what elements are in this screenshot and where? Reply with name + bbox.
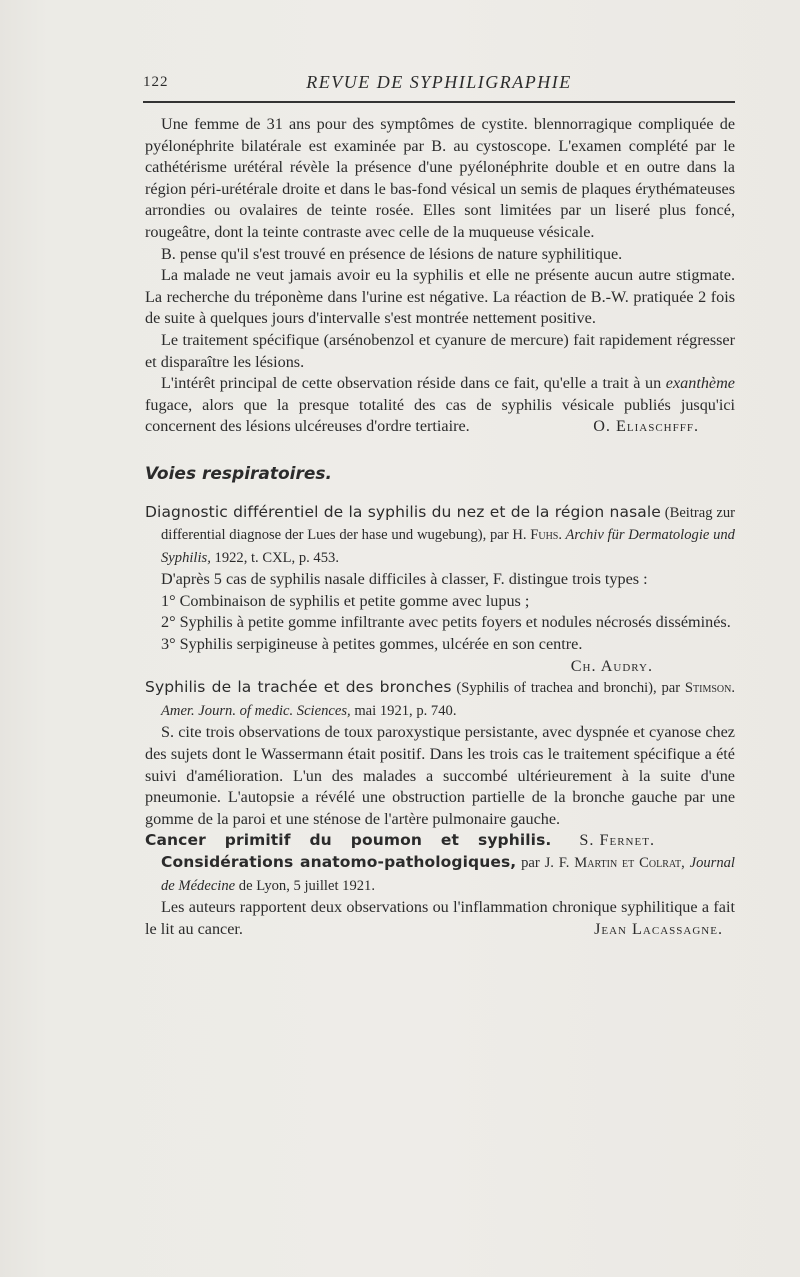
- entry-heading: [145, 502, 735, 570]
- entry-paragraph: D'après 5 cas de syphilis nasale difficiles à classer, F. distingue trois types :: [161, 570, 648, 589]
- entry-text: Les auteurs rapportent deux observations ou l'inflammation chronique syphilitique a fait le lit au cancer.: [145, 898, 735, 938]
- intro-text: fugace, alors que la presque totalité des cas de syphilis vésicale publiés jusqu'ici concernent des lésions ulcéreuses d'ordre tertiaire.: [145, 395, 735, 436]
- entry-paragraph: [145, 722, 735, 850]
- header-rule: [143, 101, 735, 103]
- signature: S. Fernet.: [579, 831, 655, 850]
- signature: Ch. Audry.: [570, 656, 653, 675]
- intro-paragraph: B. pense qu'il s'est trouvé en présence de lésions de nature syphilitique.: [161, 244, 623, 263]
- entry-journal: Archiv für Dermatologie und Syphilis,: [161, 527, 735, 566]
- entry-title: Syphilis de la trachée et des bronches: [145, 678, 452, 697]
- page-number: 122: [143, 74, 169, 90]
- entry-reference: par J. F.: [516, 855, 575, 871]
- intro-italic-term: exanthème: [665, 374, 735, 393]
- entry-author: Fuhs.: [530, 527, 563, 544]
- entry-reference: 1922, t. CXL, p. 453.: [210, 549, 339, 566]
- entry-reference: de Lyon, 5 juillet 1921.: [235, 877, 375, 894]
- signature: O. Eliaschfff.: [593, 417, 699, 436]
- entry-paragraph: [145, 897, 735, 940]
- intro-paragraph: [145, 373, 735, 438]
- intro-paragraph: Une femme de 31 ans pour des symptômes de cystite. blennorragique compliquée de pyélonéphrite bilatérale est examinée par B. au cystoscope. L'examen complété par le cathétérisme urétéral révèle la présence d'une pyélonéphrite double et en outre dans la région péri-urétérale droite et dans le bas-fond vésical un semis de plaques érythémateuses arrondies ou ovalaires de teinte rosée. Elles sont limitées par un liseré plus foncé, rougeâtre, dont la teinte contraste avec celle de la muqueuse vésicale.: [145, 115, 735, 241]
- entry-title: Diagnostic différentiel de la syphilis du nez et de la région nasale: [145, 502, 661, 521]
- signature: Jean Lacassagne.: [594, 919, 723, 938]
- entry-reference: (Syphilis of trachea and bronchi), par: [451, 680, 685, 697]
- entry-paragraph: 1° Combinaison de syphilis et petite gomme avec lupus ;: [161, 591, 530, 610]
- entry-paragraph: 2° Syphilis à petite gomme infiltrante avec petits foyers et nodules nécrosés disséminés.: [161, 613, 731, 632]
- intro-text: L'intérêt principal de cette observation réside dans ce fait, qu'elle a trait à un: [161, 374, 666, 393]
- entry-paragraph: 3° Syphilis serpigineuse à petites gommes, ulcérée en son centre.: [161, 635, 583, 654]
- entry-reference: (Beitrag zur differential diagnose der Lues der hase und wugebung), par H.: [161, 504, 736, 544]
- entry-author: Martin et Colrat,: [574, 855, 685, 871]
- entry-title: Cancer primitif du poumon et syphilis. Considérations anatomo-pathologiques,: [145, 831, 552, 871]
- page-header: [143, 70, 735, 98]
- article-body: [145, 114, 735, 940]
- running-title: REVUE DE SYPHILIGRAPHIE: [306, 72, 572, 92]
- entry-journal: Journal de Médecine: [161, 855, 735, 894]
- entry-heading: [145, 677, 735, 722]
- section-title: Voies respiratoires.: [145, 463, 332, 484]
- entry-text: S. cite trois observations de toux paroxystique persistante, avec dyspnée et cyanose chez des sujets dont le Wassermann était positif. Dans les trois cas le traitement spécifique a été suivi d'amélioration. L'un des malades a succombé ultérieurement à la suite d'une pneumonie. L'autopsie a révélé une obstruction partielle de la bronche gauche par une gomme de la paroi et une sténose de l'artère pulmonaire gauche.: [145, 723, 735, 828]
- intro-paragraph: Le traitement spécifique (arsénobenzol et cyanure de mercure) fait rapidement régresser et disparaître les lésions.: [145, 330, 735, 371]
- entry-journal: Amer. Journ. of medic. Sciences,: [161, 702, 351, 719]
- entry-author: Stimson.: [684, 680, 735, 697]
- entry-reference: mai 1921, p. 740.: [350, 702, 457, 719]
- intro-paragraph: La malade ne veut jamais avoir eu la syphilis et elle ne présente aucun autre stigmate. La recherche du tréponème dans l'urine est négative. La réaction de B.-W. pratiquée 2 fois de suite à quelques jours d'intervalle s'est montrée nettement positive.: [145, 266, 735, 328]
